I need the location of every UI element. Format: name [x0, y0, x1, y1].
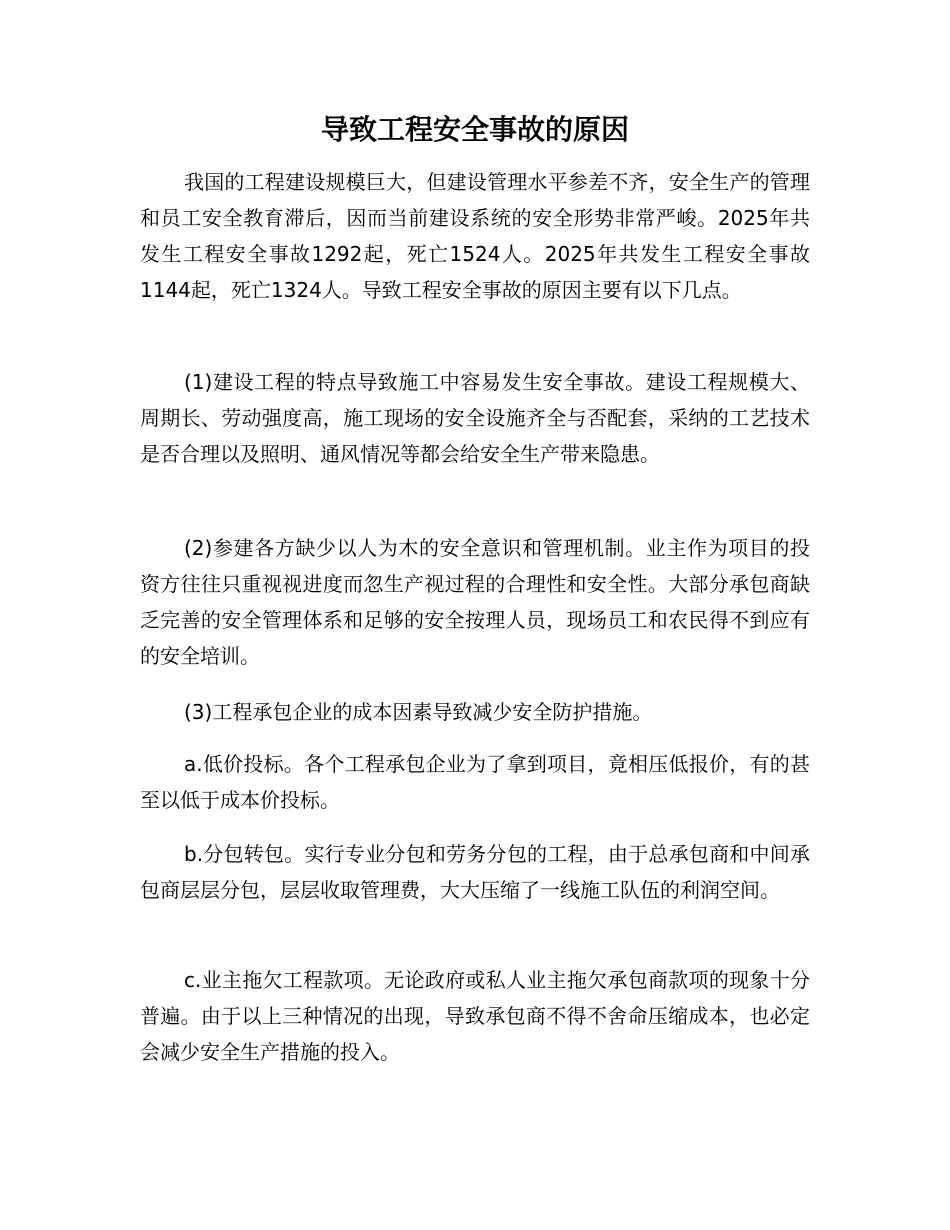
- document-title: 导致工程安全事故的原因: [320, 113, 629, 146]
- cause-paragraph-2: (2)参建各方缺少以人为木的安全意识和管理机制。业主作为项目的投资方往往只重视视进度而忽生产视过程的合理性和安全性。大部分承包商缺乏完善的安全管理体系和足够的安全按理人员，现场员工和农民得不到应有的安全培训。: [140, 536, 810, 668]
- sub-item-b: b.分包转包。实行专业分包和劳务分包的工程，由于总承包商和中间承包商层层分包，层层收取管理费，大大压缩了一线施工队伍的利润空间。: [140, 842, 810, 902]
- sub-item-c: c.业主拖欠工程款项。无论政府或私人业主拖欠承包商款项的现象十分普遍。由于以上三种情况的出现，导致承包商不得不舍命压缩成本，也必定会减少安全生产措施的投入。: [140, 968, 810, 1064]
- cause-paragraph-1: (1)建设工程的特点导致施工中容易发生安全事故。建设工程规模大、周期长、劳动强度高，施工现场的安全设施齐全与否配套，采纳的工艺技术是否合理以及照明、通风情况等都会给安全生产带来隐患。: [140, 370, 810, 466]
- sub-item-a: a.低价投标。各个工程承包企业为了拿到项目，竟相压低报价，有的甚至以低于成本价投标。: [140, 752, 810, 812]
- intro-paragraph: 我国的工程建设规模巨大，但建设管理水平参差不齐，安全生产的管理和员工安全教育滞后，因而当前建设系统的安全形势非常严峻。2025年共发生工程安全事故1292起，死亡1524人。2025年共发生工程安全事故1144起，死亡1324人。导致工程安全事故的原因主要有以下几点。: [140, 170, 810, 302]
- cause-paragraph-3: (3)工程承包企业的成本因素导致减少安全防护措施。: [184, 700, 653, 724]
